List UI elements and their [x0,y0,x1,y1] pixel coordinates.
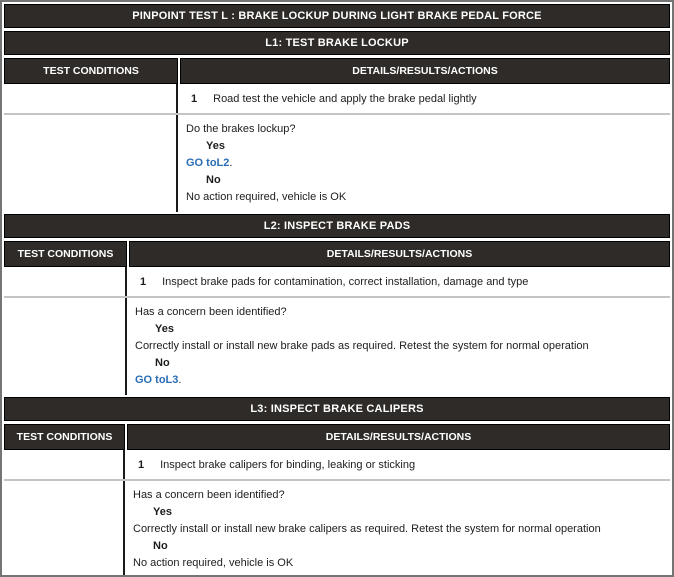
no-action-line [133,555,662,572]
section-heading-l1: L1: TEST BRAKE LOCKUP [4,31,670,55]
link-suffix: . [229,157,233,169]
section-heading-l3: L3: INSPECT BRAKE CALIPERS [4,397,670,421]
step-description: Inspect brake calipers for binding, leaking or sticking [160,458,416,471]
results-cell [178,115,670,212]
yes-action-text: Correctly install or install new brake calipers as required. Retest the system for normal operation [133,523,601,535]
yes-label: Yes [153,506,172,518]
section-l3 [4,397,670,577]
question-text: Has a concern been identified? [135,306,287,318]
test-conditions-cell [4,481,125,577]
section-heading-l2: L2: INSPECT BRAKE PADS [4,214,670,238]
step-number: 1 [191,92,198,105]
column-header-test-conditions: TEST CONDITIONS [4,241,127,267]
yes-action-line [133,521,662,538]
column-header-details-results-actions: DETAILS/RESULTS/ACTIONS [180,58,670,84]
test-conditions-cell [4,84,178,113]
column-header-row-l1 [4,58,670,84]
step-row-l1 [4,84,670,113]
no-label: No [155,357,170,369]
column-header-test-conditions: TEST CONDITIONS [4,58,178,84]
column-header-details-results-actions: DETAILS/RESULTS/ACTIONS [129,241,670,267]
results-cell [125,481,670,577]
results-row-l2 [4,296,670,395]
step-number: 1 [138,458,145,471]
no-label: No [153,540,168,552]
yes-label: Yes [155,323,174,335]
step-description: Road test the vehicle and apply the brake pedal lightly [213,92,477,105]
question-text: Do the brakes lockup? [186,123,296,135]
yes-action-text: Correctly install or install new brake pads as required. Retest the system for normal operation [135,340,589,352]
go-to-l3-link[interactable]: GO toL3 [135,374,179,386]
step-cell [125,450,670,479]
go-to-l2-link[interactable]: GO toL2 [186,157,230,169]
step-description: Inspect brake pads for contamination, correct installation, damage and type [162,275,529,288]
yes-action-line [186,155,662,172]
section-l2 [4,214,670,395]
step-cell [127,267,670,296]
step-row-l3 [4,450,670,479]
column-header-row-l3 [4,424,670,450]
test-conditions-cell [4,115,178,212]
no-action-line [186,189,662,206]
no-action-text: No action required, vehicle is OK [186,191,347,203]
yes-label: Yes [206,140,225,152]
link-suffix: . [178,374,182,386]
column-header-test-conditions: TEST CONDITIONS [4,424,125,450]
step-cell [178,84,670,113]
no-action-text: No action required, vehicle is OK [133,557,294,569]
results-row-l1 [4,113,670,212]
section-l1 [4,31,670,212]
column-header-row-l2 [4,241,670,267]
results-row-l3 [4,479,670,577]
step-number: 1 [140,275,147,288]
test-conditions-cell [4,298,127,395]
no-label: No [206,174,221,186]
step-row-l2 [4,267,670,296]
no-action-line [135,372,662,389]
yes-action-line [135,338,662,355]
test-conditions-cell [4,267,127,296]
results-cell [127,298,670,395]
pinpoint-test-title: PINPOINT TEST L : BRAKE LOCKUP DURING LIGHT BRAKE PEDAL FORCE [4,4,670,28]
question-text: Has a concern been identified? [133,489,285,501]
test-conditions-cell [4,450,125,479]
column-header-details-results-actions: DETAILS/RESULTS/ACTIONS [127,424,670,450]
